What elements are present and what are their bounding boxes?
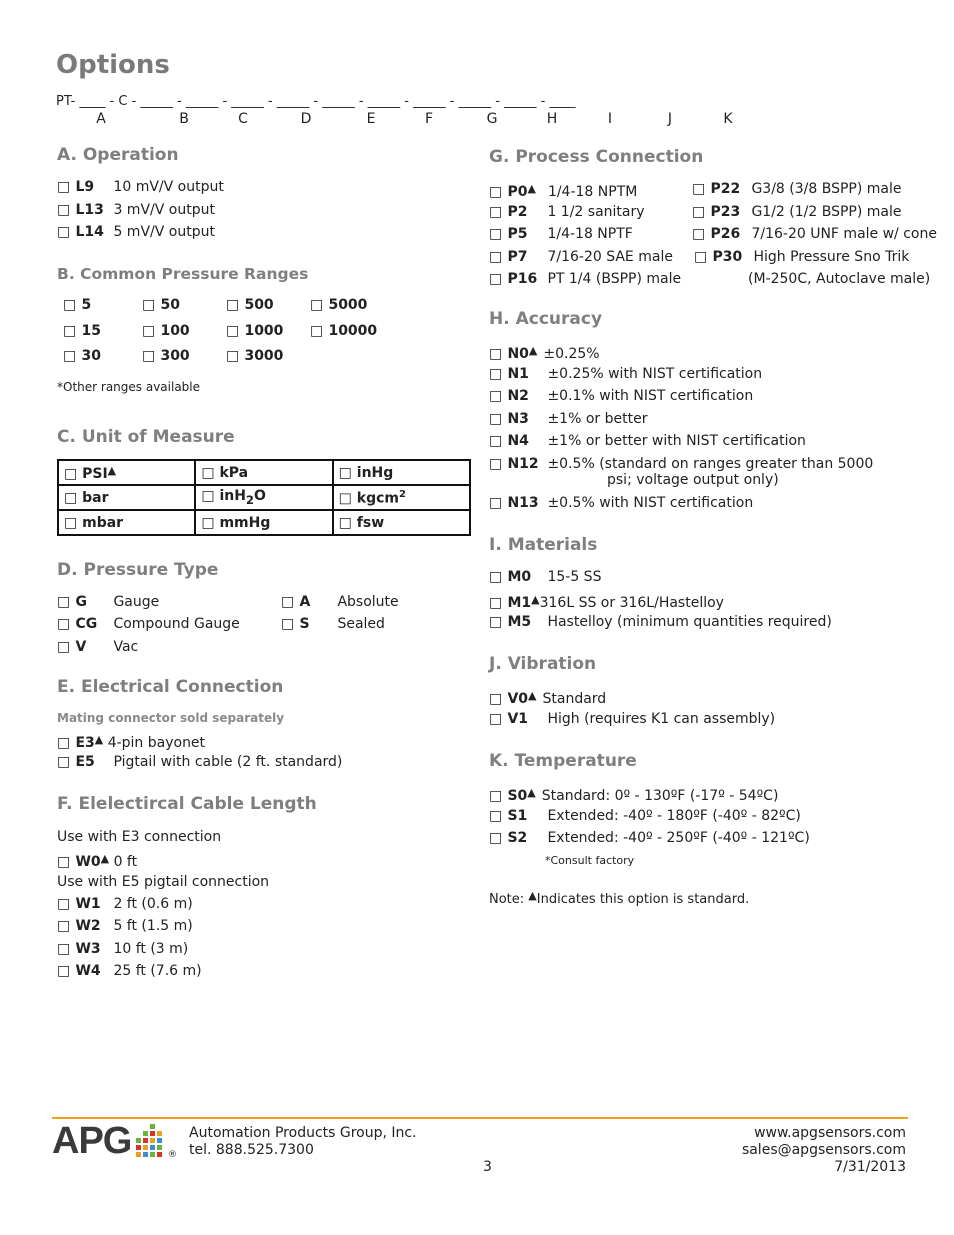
option-w2[interactable]: □ W2 5 ft (1.5 m) <box>57 918 193 934</box>
option-m1[interactable]: □ M1▲316L SS or 316L/Hastelloy <box>489 593 724 611</box>
letter: H <box>546 111 558 127</box>
page-title: Options <box>56 50 170 80</box>
option-p23[interactable]: □ P23 G1/2 (1/2 BSPP) male <box>692 204 902 220</box>
option-s1[interactable]: □ S1 Extended: -40º - 180ºF (-40º - 82ºC) <box>489 808 801 824</box>
unit-bar[interactable]: □ bar <box>58 485 195 510</box>
logo-dot <box>136 1145 141 1150</box>
part-number-template: PT- ____ - C - _____ - _____ - _____ - _____ - _____ - _____ - _____ - _____ - _____ - ____ <box>56 94 576 109</box>
range-10000[interactable]: □ 10000 <box>310 323 378 339</box>
consult-note: *Consult factory <box>545 854 635 867</box>
option-p5[interactable]: □ P5 1/4-18 NPTF <box>489 226 633 242</box>
page-number: 3 <box>483 1159 492 1175</box>
logo-dot <box>157 1145 162 1150</box>
logo-dot <box>136 1138 141 1143</box>
ptype-a[interactable]: □ A Absolute <box>281 594 399 610</box>
unit-kgcm2[interactable]: □ kgcm$^2$ <box>333 485 470 510</box>
range-3000[interactable]: □ 3000 <box>226 348 284 364</box>
unit-mbar[interactable]: □ mbar <box>58 510 195 535</box>
ranges-note: *Other ranges available <box>57 380 201 394</box>
letter: B <box>179 111 189 127</box>
range-500[interactable]: □ 500 <box>226 297 274 313</box>
cable-label-e5: Use with E5 pigtail connection <box>57 874 270 890</box>
option-l13[interactable]: □ L13 3 mV/V output <box>57 202 215 218</box>
logo-dot <box>143 1131 148 1136</box>
section-heading-vibration: J. Vibration <box>489 654 597 674</box>
logo-dot <box>143 1152 148 1157</box>
ptype-g[interactable]: □ G Gauge <box>57 594 160 610</box>
range-100[interactable]: □ 100 <box>142 323 190 339</box>
option-e3[interactable]: □ E3▲ 4-pin bayonet <box>57 733 206 751</box>
option-p2[interactable]: □ P2 1 1/2 sanitary <box>489 204 645 220</box>
range-300[interactable]: □ 300 <box>142 348 190 364</box>
range-1000[interactable]: □ 1000 <box>226 323 284 339</box>
section-heading-materials: I. Materials <box>489 535 598 555</box>
footer-tel: tel. 888.525.7300 <box>189 1142 314 1158</box>
logo-mark-icon <box>136 1124 170 1160</box>
logo-dot <box>150 1131 155 1136</box>
option-p16[interactable]: □ P16 PT 1/4 (BSPP) male <box>489 271 682 287</box>
section-heading-operation: A. Operation <box>57 145 179 165</box>
option-p7[interactable]: □ P7 7/16-20 SAE male <box>489 249 673 265</box>
unit-inh2o[interactable]: □ inH$_2$O <box>195 485 332 510</box>
section-heading-pressure-type: D. Pressure Type <box>57 560 219 580</box>
range-5000[interactable]: □ 5000 <box>310 297 368 313</box>
option-m5[interactable]: □ M5 Hastelloy (minimum quantities required) <box>489 614 832 630</box>
option-p22[interactable]: □ P22 G3/8 (3/8 BSPP) male <box>692 181 902 197</box>
option-w4[interactable]: □ W4 25 ft (7.6 m) <box>57 963 202 979</box>
option-v1[interactable]: □ V1 High (requires K1 can assembly) <box>489 711 776 727</box>
logo-dot <box>157 1152 162 1157</box>
letter: I <box>607 111 613 127</box>
option-w3[interactable]: □ W3 10 ft (3 m) <box>57 941 189 957</box>
option-p30[interactable]: □ P30 High Pressure Sno Trik <box>694 249 910 265</box>
option-w0[interactable]: □ W0▲ 0 ft <box>57 852 138 870</box>
letter: E <box>366 111 376 127</box>
section-heading-units: C. Unit of Measure <box>57 427 235 447</box>
option-n13[interactable]: □ N13 ±0.5% with NIST certification <box>489 495 754 511</box>
letter: A <box>96 111 106 127</box>
apg-logo: APG ® <box>52 1120 177 1162</box>
ptype-cg[interactable]: □ CG Compound Gauge <box>57 616 240 632</box>
logo-dot <box>157 1131 162 1136</box>
option-v0[interactable]: □ V0▲ Standard <box>489 689 607 707</box>
range-5[interactable]: □ 5 <box>63 297 92 313</box>
section-heading-electrical: E. Electrical Connection <box>57 677 284 697</box>
unit-inhg[interactable]: □ inHg <box>333 460 470 485</box>
logo-dot <box>150 1124 155 1129</box>
option-l14[interactable]: □ L14 5 mV/V output <box>57 224 215 240</box>
letter: D <box>300 111 312 127</box>
unit-fsw[interactable]: □ fsw <box>333 510 470 535</box>
electrical-note: Mating connector sold separately <box>57 711 285 725</box>
section-heading-cable: F. Elelectircal Cable Length <box>57 794 317 814</box>
option-p26[interactable]: □ P26 7/16-20 UNF male w/ cone <box>692 226 937 242</box>
option-l9[interactable]: □ L9 10 mV/V output <box>57 179 224 195</box>
option-n3[interactable]: □ N3 ±1% or better <box>489 411 648 427</box>
option-s2[interactable]: □ S2 Extended: -40º - 250ºF (-40º - 121ºC) <box>489 830 810 846</box>
ptype-v[interactable]: □ V Vac <box>57 639 139 655</box>
logo-dot <box>143 1145 148 1150</box>
footer-web[interactable]: www.apgsensors.com <box>754 1125 906 1141</box>
letter: J <box>667 111 673 127</box>
range-30[interactable]: □ 30 <box>63 348 101 364</box>
logo-dot <box>150 1138 155 1143</box>
footer-divider <box>52 1117 908 1119</box>
option-w1[interactable]: □ W1 2 ft (0.6 m) <box>57 896 193 912</box>
range-15[interactable]: □ 15 <box>63 323 101 339</box>
section-heading-process: G. Process Connection <box>489 147 704 167</box>
p30-continuation: (M-250C, Autoclave male) <box>748 271 931 287</box>
letter: G <box>486 111 498 127</box>
option-n0[interactable]: □ N0▲ ±0.25% <box>489 344 600 362</box>
option-n1[interactable]: □ N1 ±0.25% with NIST certification <box>489 366 763 382</box>
option-n12[interactable]: □ N12 ±0.5% (standard on ranges greater than 5000 <box>489 456 874 472</box>
option-e5[interactable]: □ E5 Pigtail with cable (2 ft. standard) <box>57 754 343 770</box>
letter: C <box>238 111 248 127</box>
section-heading-temperature: K. Temperature <box>489 751 637 771</box>
option-n4[interactable]: □ N4 ±1% or better with NIST certification <box>489 433 806 449</box>
units-table <box>57 459 471 536</box>
option-p0[interactable]: □ P0▲ 1/4-18 NPTM <box>489 182 638 200</box>
section-heading-ranges: B. Common Pressure Ranges <box>57 265 309 283</box>
option-m0[interactable]: □ M0 15-5 SS <box>489 569 602 585</box>
section-heading-accuracy: H. Accuracy <box>489 309 603 329</box>
logo-dot <box>150 1152 155 1157</box>
n12-continuation: psi; voltage output only) <box>607 472 779 488</box>
logo-dot <box>143 1138 148 1143</box>
range-50[interactable]: □ 50 <box>142 297 180 313</box>
unit-psi[interactable]: □ PSI▲ <box>58 460 195 485</box>
cable-label-e3: Use with E3 connection <box>57 829 222 845</box>
footer-date: 7/31/2013 <box>834 1159 906 1175</box>
logo-dot <box>136 1152 141 1157</box>
standard-note: Note: ▲Indicates this option is standard. <box>489 889 750 907</box>
letter: F <box>424 111 434 127</box>
footer-email[interactable]: sales@apgsensors.com <box>741 1142 906 1158</box>
unit-mmhg[interactable]: □ mmHg <box>195 510 332 535</box>
footer-company: Automation Products Group, Inc. <box>189 1125 417 1141</box>
logo-dot <box>157 1138 162 1143</box>
option-n2[interactable]: □ N2 ±0.1% with NIST certification <box>489 388 754 404</box>
letter: K <box>723 111 733 127</box>
logo-dot <box>150 1145 155 1150</box>
unit-kpa[interactable]: □ kPa <box>195 460 332 485</box>
ptype-s[interactable]: □ S Sealed <box>281 616 385 632</box>
option-s0[interactable]: □ S0▲ Standard: 0º - 130ºF (-17º - 54ºC) <box>489 786 779 804</box>
